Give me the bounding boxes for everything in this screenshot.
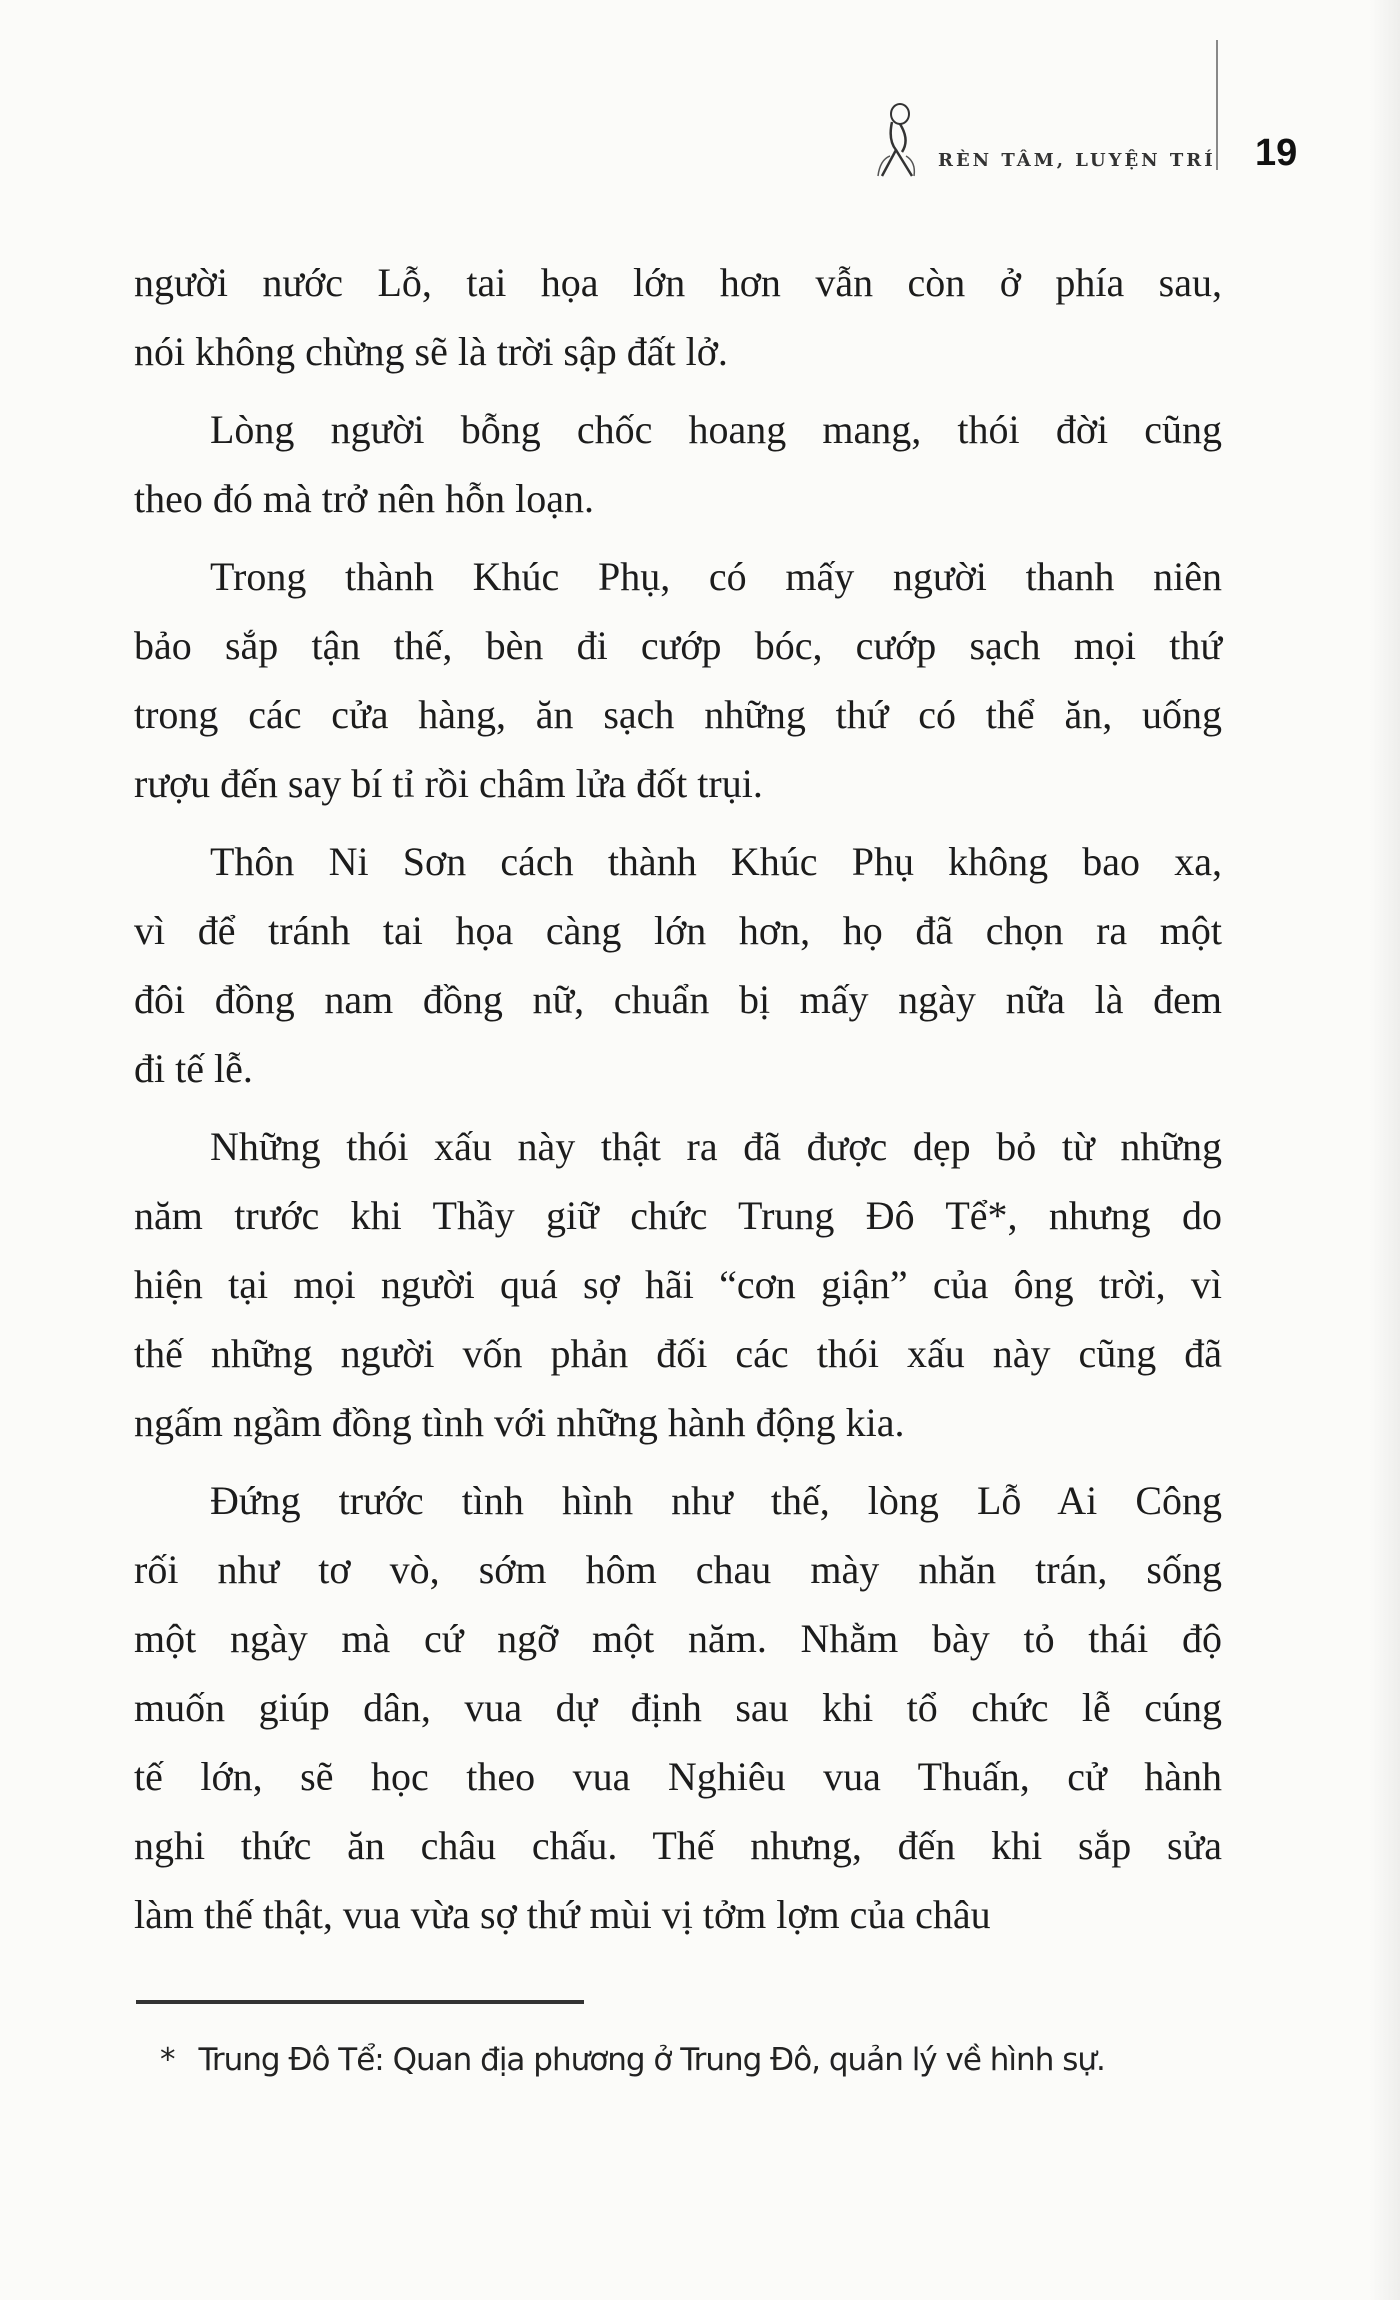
footnote-marker: * xyxy=(160,2042,175,2078)
paragraph xyxy=(134,1112,1222,1457)
text-line: Lòng người bỗng chốc hoang mang, thói đời cũng xyxy=(210,407,1222,452)
running-header xyxy=(860,100,1298,180)
text-line: tế lớn, sẽ học theo vua Nghiêu vua Thuấn, cử hành xyxy=(134,1754,1222,1799)
paragraph xyxy=(134,1466,1222,1949)
text-line: Trong thành Khúc Phụ, có mấy người thanh niên xyxy=(210,554,1222,599)
body-text xyxy=(134,248,1222,1958)
text-line: đôi đồng nam đồng nữ, chuẩn bị mấy ngày nữa là đem xyxy=(134,977,1222,1022)
text-line: rối như tơ vò, sớm hôm chau mày nhăn trán, sống xyxy=(134,1547,1222,1592)
footnote-text: Trung Đô Tể: Quan địa phương ở Trung Đô, quản lý về hình sự. xyxy=(198,2042,1105,2078)
text-line: thế những người vốn phản đối các thói xấu này cũng đã xyxy=(134,1331,1222,1376)
paragraph xyxy=(134,542,1222,818)
text-line: Đứng trước tình hình như thế, lòng Lỗ Ai Công xyxy=(210,1478,1222,1523)
text-line: làm thế thật, vua vừa sợ thứ mùi vị tởm lợm của châu xyxy=(134,1892,991,1937)
text-line: muốn giúp dân, vua dự định sau khi tổ chức lễ cúng xyxy=(134,1685,1222,1730)
page-number: 19 xyxy=(1255,132,1298,174)
seated-figure-icon xyxy=(870,100,920,180)
text-line: hiện tại mọi người quá sợ hãi “cơn giận” của ông trời, vì xyxy=(134,1262,1222,1307)
text-line: đi tế lễ. xyxy=(134,1046,253,1091)
text-line: người nước Lỗ, tai họa lớn hơn vẫn còn ở phía sau, xyxy=(134,260,1222,305)
text-line: theo đó mà trở nên hỗn loạn. xyxy=(134,476,594,521)
text-line: bảo sắp tận thế, bèn đi cướp bóc, cướp sạch mọi thứ xyxy=(134,623,1222,668)
running-title: RÈN TÂM, LUYỆN TRÍ xyxy=(938,150,1216,171)
text-line: vì để tránh tai họa càng lớn hơn, họ đã chọn ra một xyxy=(134,908,1222,953)
text-line: một ngày mà cứ ngỡ một năm. Nhằm bày tỏ thái độ xyxy=(134,1616,1222,1661)
text-line: nói không chừng sẽ là trời sập đất lở. xyxy=(134,329,728,374)
text-line: Thôn Ni Sơn cách thành Khúc Phụ không bao xa, xyxy=(210,839,1222,884)
footnote-rule xyxy=(136,2000,584,2004)
text-line: nghi thức ăn châu chấu. Thế nhưng, đến khi sắp sửa xyxy=(134,1823,1222,1868)
text-line: trong các cửa hàng, ăn sạch những thứ có thể ăn, uống xyxy=(134,692,1222,737)
text-line: Những thói xấu này thật ra đã được dẹp bỏ từ những xyxy=(210,1124,1222,1169)
paragraph xyxy=(134,827,1222,1103)
paragraph xyxy=(134,248,1222,386)
text-line: ngấm ngầm đồng tình với những hành động kia. xyxy=(134,1400,905,1445)
text-line: năm trước khi Thầy giữ chức Trung Đô Tể*, nhưng do xyxy=(134,1193,1222,1238)
header-divider xyxy=(1216,40,1218,170)
page-edge-shadow xyxy=(1370,0,1400,2300)
footnote xyxy=(160,2042,1105,2078)
text-line: rượu đến say bí tỉ rồi châm lửa đốt trụi. xyxy=(134,761,763,806)
paragraph xyxy=(134,395,1222,533)
